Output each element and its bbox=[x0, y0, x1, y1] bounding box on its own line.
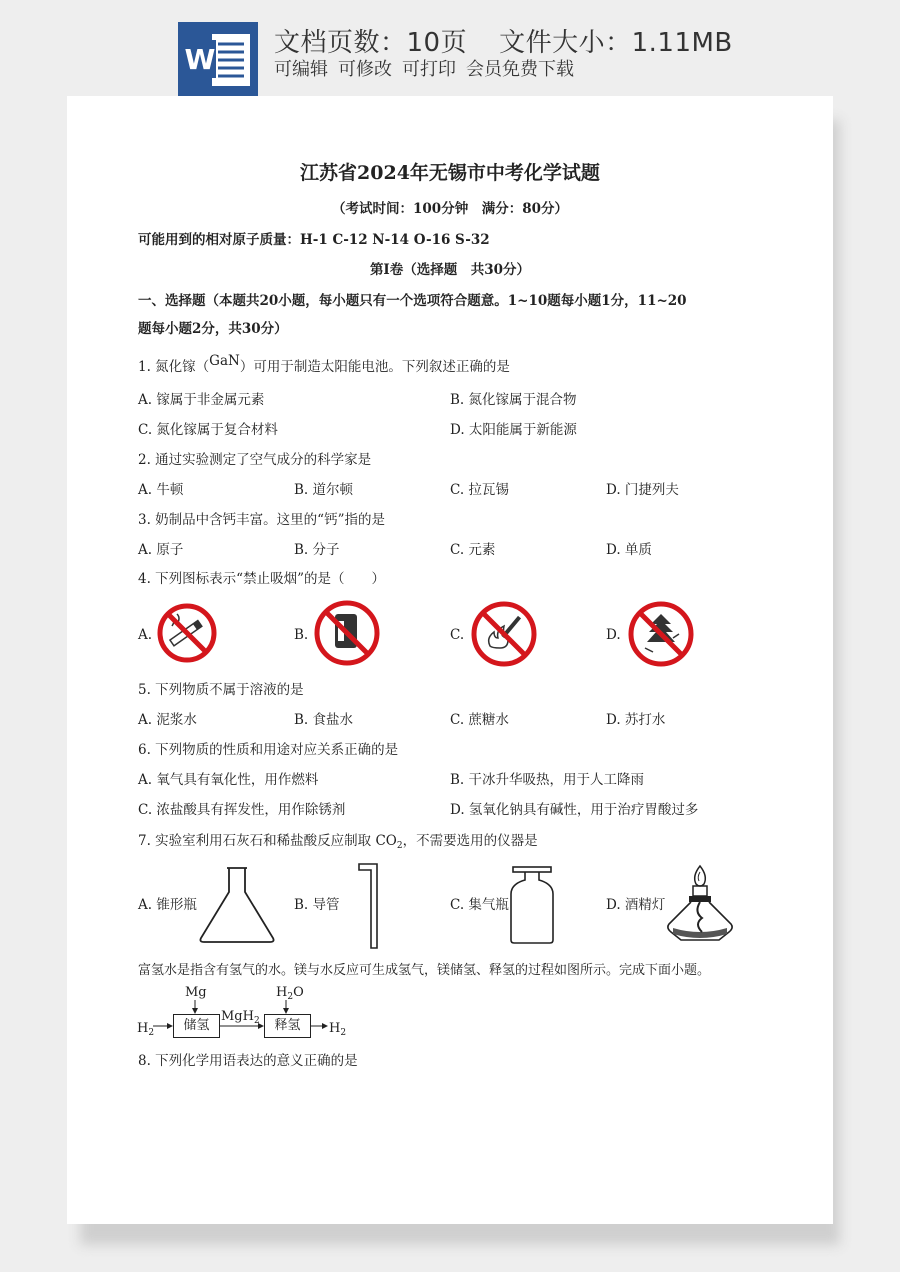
q2-option-a: A. 牛顿 bbox=[138, 482, 184, 498]
header bbox=[0, 0, 900, 100]
q1-option-b: B. 氮化镓属于混合物 bbox=[450, 392, 577, 408]
feature-list bbox=[274, 55, 584, 81]
q4-option-c: C. bbox=[450, 627, 465, 643]
q6-stem: 6. 下列物质的性质和用途对应关系正确的是 bbox=[138, 742, 399, 758]
atomic-mass: 可能用到的相对原子质量：H-1 C-12 N-14 O-16 S-32 bbox=[138, 232, 490, 248]
q7-option-c: C. 集气瓶 bbox=[450, 897, 509, 913]
q3-option-a: A. 原子 bbox=[138, 542, 184, 558]
section-heading-line1: 一、选择题（本题共20小题，每小题只有一个选项符合题意。1~10题每小题1分，11~20 bbox=[138, 293, 687, 309]
q7-option-a: A. 锥形瓶 bbox=[138, 897, 197, 913]
q6-option-d: D. 氢氧化钠具有碱性，用于治疗胃酸过多 bbox=[450, 802, 699, 818]
release-box: 释氢 bbox=[264, 1014, 311, 1038]
page-count: 文档页数：10页 bbox=[274, 28, 468, 58]
word-document-icon bbox=[178, 22, 258, 96]
q2-option-c: C. 拉瓦锡 bbox=[450, 482, 509, 498]
q2-option-d: D. 门捷列夫 bbox=[606, 482, 679, 498]
q4-option-d: D. bbox=[606, 627, 621, 643]
no-fireworks-sign-icon bbox=[627, 600, 695, 668]
gas-collecting-bottle-icon bbox=[507, 865, 557, 945]
q1-option-d: D. 太阳能属于新能源 bbox=[450, 422, 577, 438]
alcohol-lamp-icon bbox=[665, 862, 735, 946]
storage-box: 储氢 bbox=[173, 1014, 220, 1038]
q3-option-b: B. 分子 bbox=[294, 542, 340, 558]
q3-option-c: C. 元素 bbox=[450, 542, 496, 558]
q4-option-a: A. bbox=[138, 627, 153, 643]
q5-option-c: C. 蔗糖水 bbox=[450, 712, 509, 728]
q7-option-d: D. 酒精灯 bbox=[606, 897, 666, 913]
q7-stem: 7. 实验室利用石灰石和稀盐酸反应制取 $CO_2$，不需要选用的仪器是 bbox=[138, 833, 538, 851]
q5-option-a: A. 泥浆水 bbox=[138, 712, 197, 728]
q2-stem: 2. 通过实验测定了空气成分的科学家是 bbox=[138, 452, 372, 468]
file-size: 文件大小：1.11MB bbox=[499, 28, 733, 58]
feature-modifiable: 可修改 bbox=[338, 59, 392, 80]
no-smoking-sign-icon bbox=[156, 602, 218, 664]
section-heading-line2: 题每小题2分，共30分） bbox=[138, 321, 288, 337]
feature-editable: 可编辑 bbox=[274, 59, 328, 80]
q5-option-d: D. 苏打水 bbox=[606, 712, 666, 728]
no-littering-barrel-sign-icon bbox=[313, 599, 381, 667]
h2-output-label: $H_2$ bbox=[329, 1021, 347, 1038]
feature-printable: 可打印 bbox=[402, 59, 456, 80]
document-page bbox=[67, 96, 833, 1224]
volume-heading: 第Ⅰ卷（选择题 共30分） bbox=[369, 262, 531, 278]
q7-option-b: B. 导管 bbox=[294, 897, 340, 913]
logo-letter: W bbox=[184, 43, 216, 76]
q5-stem: 5. 下列物质不属于溶液的是 bbox=[138, 682, 304, 698]
q4-stem: 4. 下列图标表示“禁止吸烟”的是（ ） bbox=[138, 571, 385, 587]
mg-label: Mg bbox=[185, 985, 207, 1000]
storage-release-diagram bbox=[137, 984, 377, 1044]
file-meta bbox=[274, 22, 733, 59]
q6-option-a: A. 氧气具有氧化性，用作燃料 bbox=[138, 772, 319, 788]
q1-option-c: C. 氮化镓属于复合材料 bbox=[138, 422, 278, 438]
exam-info: （考试时间：100分钟 满分：80分） bbox=[332, 201, 568, 217]
gan-formula: GaN bbox=[209, 353, 240, 369]
q2-option-b: B. 道尔顿 bbox=[294, 482, 354, 498]
q1-stem: 1. 氮化镓（GaN）可用于制造太阳能电池。下列叙述正确的是 bbox=[138, 353, 510, 375]
q8-stem: 8. 下列化学用语表达的意义正确的是 bbox=[138, 1053, 358, 1069]
q6-option-b: B. 干冰升华吸热，用于人工降雨 bbox=[450, 772, 645, 788]
conduit-tube-icon bbox=[357, 862, 381, 950]
doc-title: 江苏省2024年无锡市中考化学试题 bbox=[300, 162, 600, 184]
no-open-flame-sign-icon bbox=[470, 600, 538, 668]
q4-option-b: B. bbox=[294, 627, 309, 643]
mgh2-label: MgH$_2$ bbox=[221, 1009, 260, 1026]
feature-member-download: 会员免费下载 bbox=[466, 59, 574, 80]
diagram-arrows bbox=[137, 984, 377, 1044]
q3-stem: 3. 奶制品中含钙丰富。这里的“钙”指的是 bbox=[138, 512, 385, 528]
conical-flask-icon bbox=[197, 864, 277, 944]
h2o-label: $H_2O$ bbox=[276, 985, 304, 1002]
q1-option-a: A. 镓属于非金属元素 bbox=[138, 392, 265, 408]
q6-option-c: C. 浓盐酸具有挥发性，用作除锈剂 bbox=[138, 802, 346, 818]
q5-option-b: B. 食盐水 bbox=[294, 712, 354, 728]
q3-option-d: D. 单质 bbox=[606, 542, 652, 558]
hydrogen-water-passage: 富氢水是指含有氢气的水。镁与水反应可生成氢气，镁储氢、释氢的过程如图所示。完成下面小题。 bbox=[138, 963, 711, 978]
h2-input-label: $H_2$ bbox=[137, 1021, 155, 1038]
